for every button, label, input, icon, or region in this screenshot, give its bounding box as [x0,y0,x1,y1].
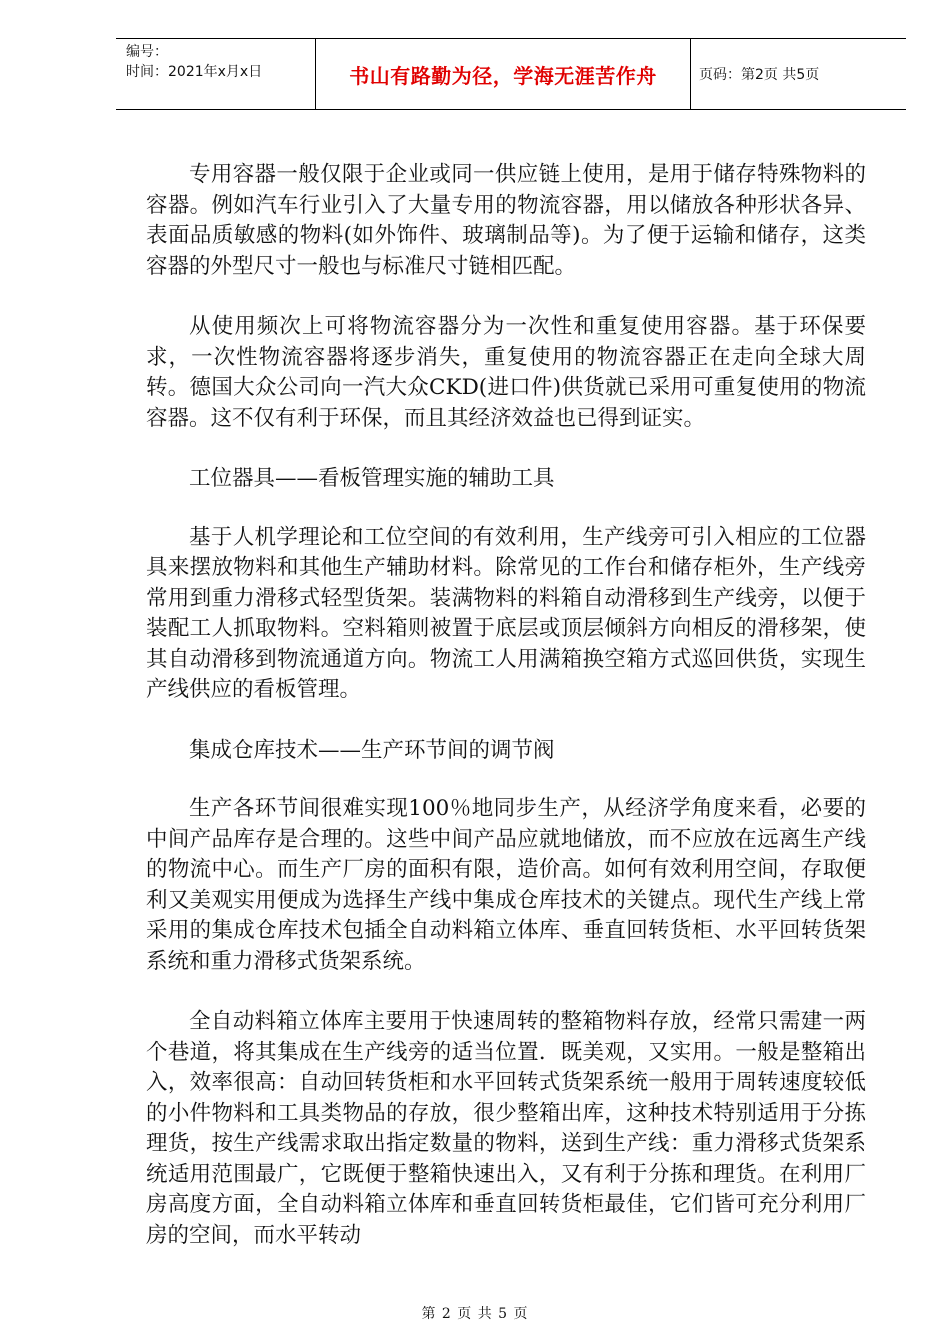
paragraph: 全自动料箱立体库主要用于快速周转的整箱物料存放，经常只需建一两个巷道，将其集成在生产线旁的适当位置．既美观，又实用。一般是整箱出入，效率很高：自动回转货柜和水平回转式货架系统一般用于周转速度较低的小件物料和工具类物品的存放，很少整箱出库，这种技术特别适用于分拣理货，按生产线需求取出指定数量的物料，送到生产线：重力滑移式货架系统适用范围最广，它既便于整箱快速出入，又有利于分拣和理货。在利用厂房高度方面，全自动料箱立体库和垂直回转货柜最佳，它们皆可充分利用厂房的空间，而水平转动 [146,1009,866,1248]
header-page-label: 页码：第2页 共5页 [699,67,820,83]
page-header [116,38,906,110]
paragraph: 从使用频次上可将物流容器分为一次性和重复使用容器。基于环保要求，一次性物流容器将逐步消失，重复使用的物流容器正在走向全球大周转。德国大众公司向一汽大众CKD(进口件)供货就已采用可重复使用的物流容器。这不仅有利于环保，而且其经济效益也已得到证实。 [146,314,866,431]
time-label: 时间：2021年x月x日 [126,64,263,80]
paragraph: 基于人机学理论和工位空间的有效利用，生产线旁可引入相应的工位器具来摆放物料和其他生产辅助材料。除常见的工作台和储存柜外，生产线旁常用到重力滑移式轻型货架。装满物料的料箱自动滑移到生产线旁，以便于装配工人抓取物料。空料箱则被置于底层或顶层倾斜方向相反的滑移架，使其自动滑移到物流通道方向。物流工人用满箱换空箱方式巡回供货，实现生产线供应的看板管理。 [146,524,866,702]
page-footer: 第 2 页 共 5 页 [421,1306,529,1322]
section-heading: 工位器具——看板管理实施的辅助工具 [189,466,555,491]
header-meta-cell [116,39,316,109]
header-motto: 书山有路勤为径，学海无涯苦作舟 [316,39,691,109]
serial-label: 编号： [126,44,168,60]
document-body [146,160,866,1281]
paragraph: 生产各环节间很难实现100％地同步生产，从经济学角度来看，必要的中间产品库存是合理的。这些中间产品应就地储放，而不应放在远离生产线的物流中心。而生产厂房的面积有限，造价高。如何有效利用空间，存取便利又美观实用便成为选择生产线中集成仓库技术的关键点。现代生产线上常采用的集成仓库技术包插全自动料箱立体库、垂直回转货柜、水平回转货架系统和重力滑移式货架系统。 [146,796,866,974]
section-heading: 集成仓库技术——生产环节间的调节阀 [189,737,555,763]
paragraph: 专用容器一般仅限于企业或同一供应链上使用，是用于储存特殊物料的容器。例如汽车行业引入了大量专用的物流容器，用以储放各种形状各异、表面品质敏感的物料(如外饰件、玻璃制品等)。为了便于运输和储存，这类容器的外型尺寸一般也与标准尺寸链相匹配。 [146,162,866,279]
